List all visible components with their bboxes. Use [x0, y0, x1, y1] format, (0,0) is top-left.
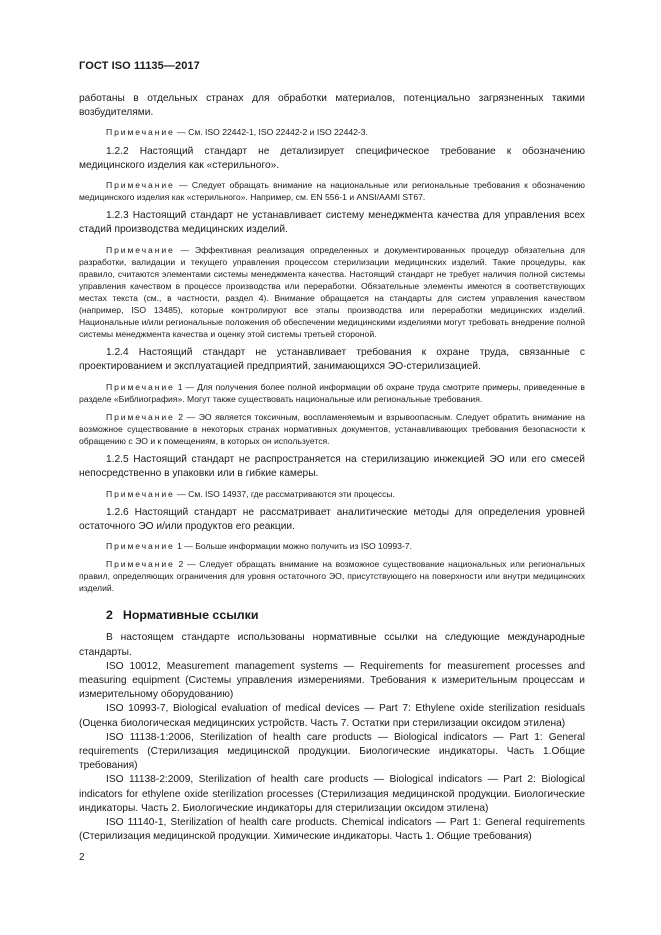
reference-item: ISO 11138-2:2009, Sterilization of health care products — Biological indicators — Part 2: Biological indicators for ethylene oxide sterilization processes (Стерилизация медицинской продукции. Биологические индикаторы. Часть 2. Биологические индикаторы для стерилизации оксидом этилена): [79, 774, 585, 814]
note-paragraph: [79, 558, 585, 594]
note-label: Примечание: [106, 411, 175, 422]
document-header: ГОСТ ISO 11135—2017: [79, 60, 200, 72]
note-paragraph: [79, 126, 585, 138]
note-text: 1 — Больше информации можно получить из ISO 10993-7.: [174, 541, 412, 552]
reference-item: ISO 10993-7, Biological evaluation of medical devices — Part 7: Ethylene oxide sterilization residuals (Оценка биологическая медицинских устройств. Часть 7. Остатки при стерилизации оксидом этилена): [79, 703, 585, 729]
note-label: Примечание: [106, 541, 175, 552]
paragraph-continuation: работаны в отдельных странах для обработки материалов, потенциально загрязненных такими возбудителями.: [79, 93, 585, 119]
note-paragraph: [79, 381, 585, 405]
section-heading: [106, 608, 585, 622]
clause-1-2-5: 1.2.5 Настоящий стандарт не распространяется на стерилизацию инжекцией ЭО или его смесей непосредственно в упаковки или в гибкие камеры.: [79, 454, 585, 480]
note-text: 1 — Для получения более полной информации об охране труда смотрите примеры, приведенные в разделе «Библиография». Могут также существовать национальные или региональные требования.: [79, 381, 585, 404]
clause-1-2-3: 1.2.3 Настоящий стандарт не устанавливает систему менеджмента качества для управления всех стадий производства медицинских изделий.: [79, 210, 585, 236]
note-text: — См. ISO 22442-1, ISO 22442-2 и ISO 22442-3.: [174, 127, 368, 138]
note-label: Примечание: [106, 179, 175, 190]
note-label: Примечание: [106, 127, 175, 138]
reference-item: ISO 10012, Measurement management systems — Requirements for measurement processes and measuring equipment (Системы управления измерениями. Требования к измерительным процессам и измерительному оборудованию): [79, 660, 585, 701]
reference-item: ISO 11140-1, Sterilization of health care products. Chemical indicators — Part 1: General requirements (Стерилизация медицинской продукции. Химические индикаторы. Часть 1. Общие требования): [79, 817, 585, 843]
note-text: 2 — Следует обращать внимание на возможное существование национальных или региональных правил, определяющих ограничения для уровня остаточного ЭО, присутствующего на поверхности или внутри медицинских изделий.: [79, 559, 585, 594]
note-label: Примечание: [106, 381, 175, 392]
note-paragraph: [79, 540, 585, 552]
page-content: [79, 92, 585, 844]
note-text: 2 — ЭО является токсичным, воспламеняемым и взрывоопасным. Следует обратить внимание на возможное существование в некоторых странах нормативных документов, устанавливающих требования безопасности к обращению с ЭО и к помещениям, в которых он используется.: [79, 411, 585, 447]
note-paragraph: [79, 488, 585, 500]
note-paragraph: [79, 179, 585, 203]
references-intro: В настоящем стандарте использованы нормативные ссылки на следующие международные стандарты.: [79, 632, 585, 658]
clause-1-2-6: 1.2.6 Настоящий стандарт не рассматривает аналитические методы для определения уровней остаточного ЭО и/или продуктов его реакции.: [79, 506, 585, 532]
normative-references: [79, 631, 585, 844]
reference-item: ISO 11138-1:2006, Sterilization of health care products — Biological indicators — Part 1: General requirements (Стерилизация медицинской продукции. Биологические индикаторы. Часть 1.Общие требования): [79, 731, 585, 772]
note-text: — См. ISO 14937, где рассматриваются эти процессы.: [174, 488, 395, 499]
note-paragraph: [79, 411, 585, 447]
section-title: Нормативные ссылки: [122, 608, 259, 623]
page-number: 2: [79, 852, 85, 863]
note-text: — Следует обращать внимание на национальные или региональные требования к обозначению медицинского изделия как «стерильного». Например, см. EN 556-1 и ANSI/AAMI ST67.: [79, 179, 585, 202]
note-text: — Эффективная реализация определенных и документированных процедур обязательна для разработки, валидации и текущего управления процессом стерилизации медицинских изделий. Такие процедуры, как правило, считаются элементами системы менеджмента качества. Настоящий стандарт не требует наличия полной системы управления качеством в процессе производства или переработки. Обязательные элементы имеются в соответствующих местах текста (см., в частности, раздел 4). Внимание обращается на стандарты для систем управления качеством (например, ISO 13485), которые контролируют все этапы производства или переработки медицинских изделий. Национальные и/или региональные положения об обеспечении медицинскими изделиями могут требовать внедрение полной системы менеджмента качества и оценку этой системы третьей стороной.: [79, 244, 585, 340]
clause-1-2-4: 1.2.4 Настоящий стандарт не устанавливает требования к охране труда, связанные с проектированием и эксплуатацией предприятий, занимающихся ЭО-стерилизацией.: [79, 347, 585, 373]
section-number: 2: [106, 608, 113, 623]
note-label: Примечание: [106, 559, 175, 570]
note-paragraph: [79, 244, 585, 341]
note-label: Примечание: [106, 244, 175, 255]
note-label: Примечание: [106, 488, 175, 499]
clause-1-2-2: 1.2.2 Настоящий стандарт не детализирует специфическое требование к обозначению медицинского изделия как «стерильного».: [79, 145, 585, 171]
